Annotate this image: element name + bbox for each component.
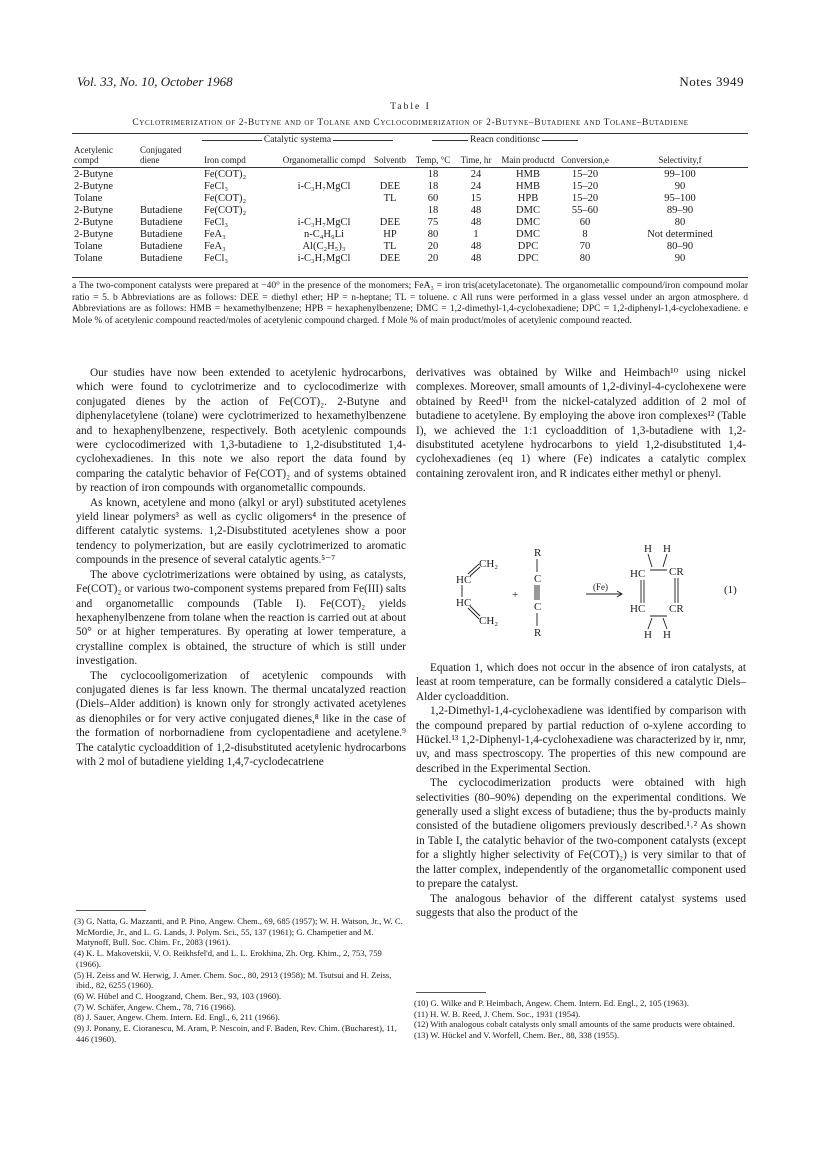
table-cell: 2-Butyne [74, 229, 114, 240]
table-cell: Butadiene [140, 217, 183, 228]
table-cell: FeCl₃ [204, 253, 229, 264]
table-cell: HMB [516, 169, 540, 180]
table-cell: Butadiene [140, 241, 183, 252]
eq-label-hc: HC [456, 597, 472, 609]
table-cell: DEE [379, 181, 401, 192]
catalytic-system-label: Catalytic systema [263, 135, 332, 145]
catalytic-system-span [200, 135, 395, 145]
body-paragraph: The cyclocodimerization products were obtained with high selectivities (80–90%) depending on the experimental conditions. We generally used a slight excess of butadiene; thus the by-products mainly consisted of the butadiene oligomers previously described.¹˒² As shown in Table I, the catalytic behavior of the two-component catalysts (except for a slightly higher selectivity of Fe(COT)₂) is very similar to that of the latter complex, independently of the organometallic component used to prepare the catalyst. [416, 777, 746, 891]
running-header-right: Notes 3949 [679, 74, 744, 89]
table-cell: 24 [470, 169, 482, 180]
table-cell: Tolane [74, 193, 103, 204]
table-cell: 18 [427, 205, 439, 216]
col-header: Acetylenic compd [74, 145, 113, 165]
table-cell: 60 [579, 217, 591, 228]
data-table [72, 145, 748, 265]
eq-label-c: C [534, 573, 542, 585]
table-cell: FeA₃ [204, 241, 226, 252]
left-column [76, 366, 406, 769]
table-cell: HMB [516, 181, 540, 192]
table-cell: 15 [470, 193, 482, 204]
table-cell: 48 [470, 241, 482, 252]
table-row [72, 241, 748, 253]
table-cell: 2-Butyne [74, 181, 114, 192]
table-cell: 55–60 [571, 205, 599, 216]
body-paragraph: 1,2-Dimethyl-1,4-cyclohexadiene was identified by comparison with the compound prepared by partial reduction of o-xylene according to Hückel.¹³ 1,2-Diphenyl-1,4-cyclohexadiene was characterized by ir, nmr, uv, and mass spectroscopy. The properties of this new compound are described in the Experimental Section. [416, 705, 746, 775]
table-cell: DPC [517, 241, 539, 252]
table-cell: 80–90 [666, 241, 694, 252]
eq-catalyst: (Fe) [593, 582, 608, 592]
col-header: Temp, °C [415, 155, 451, 165]
table-cell: Tolane [74, 253, 103, 264]
table-row [72, 169, 748, 181]
table-cell: 80 [579, 253, 591, 264]
right-column-bottom [416, 661, 746, 920]
reference-item: (6) W. Hübel and C. Hoogzand, Chem. Ber., 93, 103 (1960). [74, 990, 282, 1001]
body-paragraph: Our studies have now been extended to acetylenic hydrocarbons, which were found to cyclotrimerize and to cyclocodimerize with conjugated dienes by the action of Fe(COT)₂. 2-Butyne and diphenylacetylene (tolane) were cyclotrimerized to hexamethylbenzene and to hexaphenylbenzene, respectively. Both acetylenic compounds were cyclocodimerized with 1,3-butadiene to 1,2-disubstituted 1,4-cyclohexadienes. In this note we also report the data found by comparing the catalytic behavior of Fe(COT)₂ and of systems obtained by reaction of iron compounds with organometallic compounds. [76, 367, 406, 495]
body-paragraph: The above cyclotrimerizations were obtained by using, as catalysts, Fe(COT)₂ or various two-component systems prepared from Fe(III) salts and organometallic compounds (Table I). Fe(COT)₂ yields hexaphenylbenzene from tolane when the reaction is carried out at about 50° or at higher temperatures. By operating at lower temperature, a crystalline complex is obtained, the structure of which is still under investigation. [76, 568, 406, 668]
table-cell [138, 169, 202, 181]
table-cell: HP [383, 229, 397, 240]
table-cell: 48 [470, 205, 482, 216]
table-cell: 18 [427, 169, 439, 180]
left-references [76, 916, 406, 1044]
col-header: Conjugated diene [140, 145, 182, 165]
table-label: Table I [390, 102, 431, 112]
table-cell: Butadiene [140, 229, 183, 240]
table-header-row [72, 145, 748, 167]
reaction-conditions-label: Reacn conditionsc [470, 135, 540, 145]
table-cell: Al(C₂H₅)₃ [302, 241, 346, 252]
eq-label-cr: CR [669, 603, 684, 615]
table-cell: DMC [516, 205, 540, 216]
table-caption: Cyclotrimerization of 2-Butyne and of Tolane and Cyclocodimerization of 2-Butyne–Butadiene and Tolane–Butadiene [132, 118, 689, 128]
body-paragraph: The analogous behavior of the different catalyst systems used suggests that also the product of the [416, 892, 746, 919]
table-cell: FeCl₃ [204, 181, 229, 192]
table-cell [368, 169, 412, 181]
right-references [416, 998, 746, 1041]
table-cell: 99–100 [664, 169, 696, 180]
eq-label-r: R [534, 627, 542, 639]
table-cell: 8 [582, 229, 588, 240]
reference-item: (12) With analogous cobalt catalysts only small amounts of the same products were obtained. [414, 1019, 735, 1030]
table-cell: Fe(COT)₂ [204, 169, 247, 180]
col-header: Iron compd [204, 155, 246, 165]
reference-item: (8) J. Sauer, Angew. Chem. Intern. Ed. Engl., 6, 211 (1966). [74, 1012, 280, 1023]
table-cell: DEE [379, 217, 401, 228]
table-cell: 90 [674, 253, 686, 264]
eq-label-cr: CR [669, 566, 684, 578]
reference-item: (10) G. Wilke and P. Heimbach, Angew. Chem. Intern. Ed. Engl., 2, 105 (1963). [414, 998, 689, 1008]
footnote-separator [76, 910, 146, 911]
reference-item: (9) J. Ponany, E. Cioranescu, M. Aram, P. Nescoin, and F. Baden, Rev. Chim. (Bucharest), 11, 446 (1960). [74, 1023, 397, 1044]
table-cell: i-C₃H₇MgCl [297, 217, 351, 228]
reaction-conditions-span [430, 135, 580, 145]
body-paragraph: The cyclocooligomerization of acetylenic compounds with conjugated dienes is far less known. The thermal uncatalyzed reaction (Diels–Alder addition) is known only for strongly activated acetylenes as dienophiles or for very active conjugated dienes,⁸ like in the case of the formation of norbornadiene from cyclopentadiene and acetylene.⁹ The catalytic cycloaddition of 1,2-disubstituted acetylenic hydrocarbons with 2 mol of butadiene yielding 1,4,7-cyclodecatriene [76, 669, 406, 768]
table-cell: FeA₃ [204, 229, 226, 240]
table-cell [368, 205, 412, 217]
col-header: Solventb [373, 155, 406, 165]
table-cell: Fe(COT)₂ [204, 193, 247, 204]
table-cell: DEE [379, 253, 401, 264]
footnote-separator [416, 992, 486, 993]
table-cell: 95–100 [664, 193, 696, 204]
eq-label-hc: HC [630, 603, 646, 615]
col-header: Main productd [501, 155, 555, 165]
table-cell: 20 [427, 253, 439, 264]
table-cell [280, 205, 368, 217]
table-cell: 1 [473, 229, 479, 240]
eq-label-hc: HC [630, 568, 646, 580]
col-header: Organometallic compd [282, 155, 366, 165]
table-cell: 2-Butyne [74, 217, 114, 228]
table-row [72, 217, 748, 229]
eq-label-ch2: CH₂ [479, 558, 499, 570]
eq-label-h: H [644, 543, 652, 555]
table-cell: 15–20 [571, 169, 599, 180]
eq-label-h: H [644, 629, 652, 640]
table-cell: Not determined [647, 229, 713, 240]
table-cell: 2-Butyne [74, 169, 114, 180]
eq-plus-sign: + [512, 589, 519, 601]
reference-item: (4) K. L. Makovetskii, V. O. Reikhsfel'd, and L. L. Erokhina, Zh. Org. Khim., 2, 753, 759 (1966). [74, 948, 382, 969]
table-cell: 18 [427, 181, 439, 192]
eq-label-h: H [663, 543, 671, 555]
table-footnote: a The two-component catalysts were prepared at −40° in the presence of the monomers; FeA₃ = iron tris(acetylacetonate). The organometallic compound/iron compound molar ratio = 5. b Abbreviations are as follows: DEE = diethyl ether; HP = n-heptane; TL = toluene. c All runs were performed in a glass vessel under an argon atmosphere. d Abbreviations are as follows: HMB = hexamethylbenzene; HPB = hexaphenylbenzene; DMC = 1,2-dimethyl-1,4-cyclohexadiene; DPC = 1,2-diphenyl-1,4-cyclohexadiene. e Mole % of acetylenic compound reacted/moles of acetylenic compound charged. f Mole % of main product/moles of acetylenic compound reacted. [72, 281, 748, 326]
table-cell: 20 [427, 241, 439, 252]
table-cell [138, 181, 202, 193]
table-row [72, 253, 748, 265]
table-cell: 48 [470, 253, 482, 264]
table-row [72, 229, 748, 241]
table-cell: 60 [427, 193, 439, 204]
table-bottom-rule [72, 277, 748, 278]
table-cell: 80 [427, 229, 439, 240]
col-header: Time, hr [460, 155, 492, 165]
table-cell: 80 [674, 217, 686, 228]
table-cell [138, 193, 202, 205]
reference-item: (13) W. Hückel and V. Worfell, Chem. Ber., 88, 338 (1955). [414, 1030, 620, 1041]
table-cell: TL [383, 193, 397, 204]
table-cell: DPC [517, 253, 539, 264]
equation-number: (1) [724, 584, 737, 596]
table-cell: Tolane [74, 241, 103, 252]
table-row [72, 193, 748, 205]
table-cell: 15–20 [571, 181, 599, 192]
eq-label-c: C [534, 601, 542, 613]
running-header-left: Vol. 33, No. 10, October 1968 [77, 74, 233, 89]
table-cell: 2-Butyne [74, 205, 114, 216]
body-paragraph: Equation 1, which does not occur in the absence of iron catalysts, at least at room temperature, can be formally considered a catalytic Diels–Alder cycloaddition. [416, 662, 746, 703]
table-cell: 48 [470, 217, 482, 228]
col-header: Selectivity,f [658, 155, 702, 165]
table-cell: Butadiene [140, 253, 183, 264]
eq-label-h: H [663, 629, 671, 640]
table-cell [280, 169, 368, 181]
right-column-top [416, 366, 746, 481]
table-cell: HPB [517, 193, 539, 204]
table-cell: 15–20 [571, 193, 599, 204]
table-cell: TL [383, 241, 397, 252]
table-cell: n-C₄H₉Li [304, 229, 344, 240]
table-row [72, 181, 748, 193]
col-header: Conversion,e [561, 155, 609, 165]
table-cell: DMC [516, 229, 540, 240]
table-cell: Butadiene [140, 205, 183, 216]
reference-item: (7) W. Schäfer, Angew. Chem., 78, 716 (1966). [74, 1001, 236, 1012]
table-cell: Fe(COT)₂ [204, 205, 247, 216]
table-cell: 70 [579, 241, 591, 252]
table-row [72, 205, 748, 217]
eq-label-hc: HC [456, 574, 472, 586]
table-cell: 89–90 [666, 205, 694, 216]
table-cell [280, 193, 368, 205]
table-cell: FeCl₃ [204, 217, 229, 228]
reference-item: (11) H. W. B. Reed, J. Chem. Soc., 1931 (1954). [414, 1008, 581, 1019]
table-cell: i-C₃H₇MgCl [297, 181, 351, 192]
eq-label-ch2: CH₂ [479, 615, 499, 627]
reference-item: (5) H. Zeiss and W. Herwig, J. Amer. Chem. Soc., 80, 2913 (1958); M. Tsutsui and H. Zeiss, ibid., 82, 6255 (1960). [74, 969, 392, 991]
table-cell: i-C₃H₇MgCl [297, 253, 351, 264]
body-paragraph: As known, acetylene and mono (alkyl or aryl) substituted acetylenes yield linear polymers³ as well as cyclic oligomers⁴ in the presence of different catalytic systems. 1,2-Disubstituted acetylenes show a poor tendency to polymerization, but are easily cyclotrimerized to aromatic compounds in the presence of several catalytic agents.⁵⁻⁷ [76, 496, 406, 567]
eq-label-r: R [534, 547, 542, 559]
table-cell: 24 [470, 181, 482, 192]
reference-item: (3) G. Natta, G. Mazzanti, and P. Pino, Angew. Chem., 69, 685 (1957); W. H. Watson, Jr., W. C. McMordie, Jr., and L. G. Lands, J. Polym. Sci., 55, 137 (1961); G. Champetier and M. Matynoff, Bull. Soc. Chim. Fr., 2083 (1961). [74, 916, 403, 948]
table-cell: 75 [427, 217, 439, 228]
body-paragraph: derivatives was obtained by Wilke and Heimbach¹⁰ using nickel complexes. Moreover, small amounts of 1,2-divinyl-4-cyclohexene were obtained by Reed¹¹ from the nickel-catalyzed addition of 2 mol of butadiene to acetylene. By employing the above iron complexes¹² (Table I), we achieved the 1:1 cycloaddition of 1,3-butadiene with 1,2-disubstituted acetylene hydrocarbons to yield 1,2-disubstituted 1,4-cyclohexadienes (eq 1) where (Fe) indicates a catalytic complex containing zerovalent iron, and R indicates either methyl or phenyl. [416, 367, 746, 480]
table-cell: DMC [516, 217, 540, 228]
reaction-equation [416, 540, 746, 640]
table-top-rule [72, 133, 748, 134]
table-cell: 90 [674, 181, 686, 192]
